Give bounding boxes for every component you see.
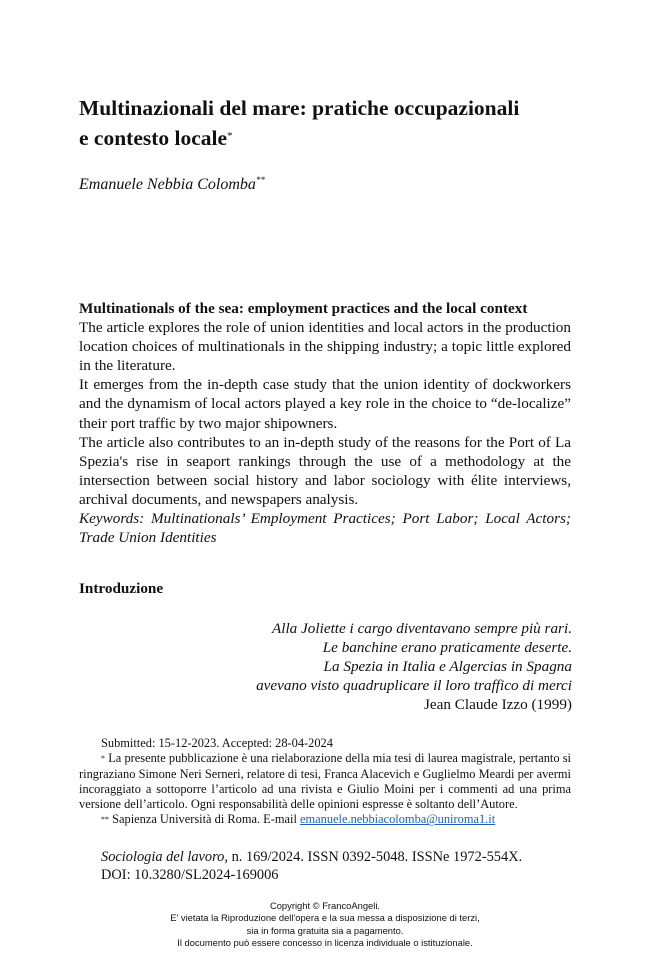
copyright-line-4: Il documento può essere concesso in licenza individuale o istituzionale.: [177, 937, 473, 949]
footnote-2: [79, 812, 571, 827]
copyright-notice: [0, 900, 650, 950]
epigraph-source: Jean Claude Izzo (1999): [423, 696, 572, 714]
copyright-line-2: E' vietata la Riproduzione dell'opera e la sua messa a disposizione di terzi,: [170, 912, 480, 924]
epigraph-line: Alla Joliette i cargo diventavano sempre più rari.: [271, 620, 572, 637]
title-line-2: e contesto locale: [79, 126, 228, 150]
footnotes: [79, 736, 571, 828]
footnote-1-text: La presente pubblicazione è una rielaborazione della mia tesi di laurea magistrale, pertanto si ringraziano Simone Neri Serneri, relatore di tesi, Franca Alacevich e Guglielmo Meardi per avermi incoraggiato a sottoporre l’articolo ad una rivista e Giulio Moini per i commenti ad una prima versione dell’articolo. Ogni responsabilità delle opinioni espresse è soltanto dell’Autore.: [79, 751, 571, 812]
author-email-link[interactable]: emanuele.nebbiacolomba@uniroma1.it: [300, 812, 496, 827]
footnote-2-text: Sapienza Università di Roma. E-mail: [112, 812, 297, 827]
abstract: [79, 299, 571, 547]
abstract-paragraph-1: The article explores the role of union identities and local actors in the production location choices of multinationals in the shipping industry; a topic little explored in the literature.: [79, 319, 571, 375]
journal-citation: [101, 848, 522, 884]
title-line-1: Multinazionali del mare: pratiche occupazionali: [79, 96, 520, 120]
footnote-2-marker: **: [101, 815, 109, 825]
abstract-keywords: Keywords: Multinationals’ Employment Practices; Port Labor; Local Actors; Trade Union Identities: [79, 510, 571, 547]
abstract-heading: Multinationals of the sea: employment practices and the local context: [79, 300, 528, 317]
author-footnote-marker: **: [255, 175, 265, 185]
footnote-1: [79, 751, 571, 812]
citation-details: , n. 169/2024. ISSN 0392-5048. ISSNe 1972-554X.: [224, 849, 523, 865]
title-footnote-marker: *: [227, 130, 233, 142]
footnote-1-marker: *: [101, 754, 105, 764]
article-title: [79, 93, 579, 153]
author-name-text: Emanuele Nebbia Colomba: [79, 176, 256, 193]
copyright-line-1: Copyright © FrancoAngeli.: [269, 900, 381, 911]
section-heading-introduzione: Introduzione: [79, 580, 164, 597]
submission-dates: Submitted: 15-12-2023. Accepted: 28-04-2024: [101, 736, 333, 750]
author-name: [79, 176, 265, 194]
doi: DOI: 10.3280/SL2024-169006: [101, 867, 279, 884]
epigraph-line: Le banchine erano praticamente deserte.: [322, 639, 572, 657]
epigraph: [152, 619, 572, 714]
journal-name: Sociologia del lavoro: [101, 849, 225, 865]
abstract-paragraph-2: It emerges from the in-depth case study that the union identity of dockworkers and the dynamism of local actors played a key role in the choice to “de-localize” their port traffic by two major shipowners.: [79, 376, 571, 432]
abstract-paragraph-3: The article also contributes to an in-depth study of the reasons for the Port of La Spezia's rise in seaport rankings through the use of a methodology at the intersection between social history and labor sociology with élite interviews, archival documents, and newspapers analysis.: [79, 433, 571, 508]
epigraph-line: La Spezia in Italia e Algercias in Spagna: [323, 658, 572, 676]
citation-line: [101, 848, 522, 866]
copyright-line-3: sia in forma gratuita sia a pagamento.: [246, 924, 404, 936]
epigraph-line: avevano visto quadruplicare il loro traffico di merci: [256, 677, 572, 695]
